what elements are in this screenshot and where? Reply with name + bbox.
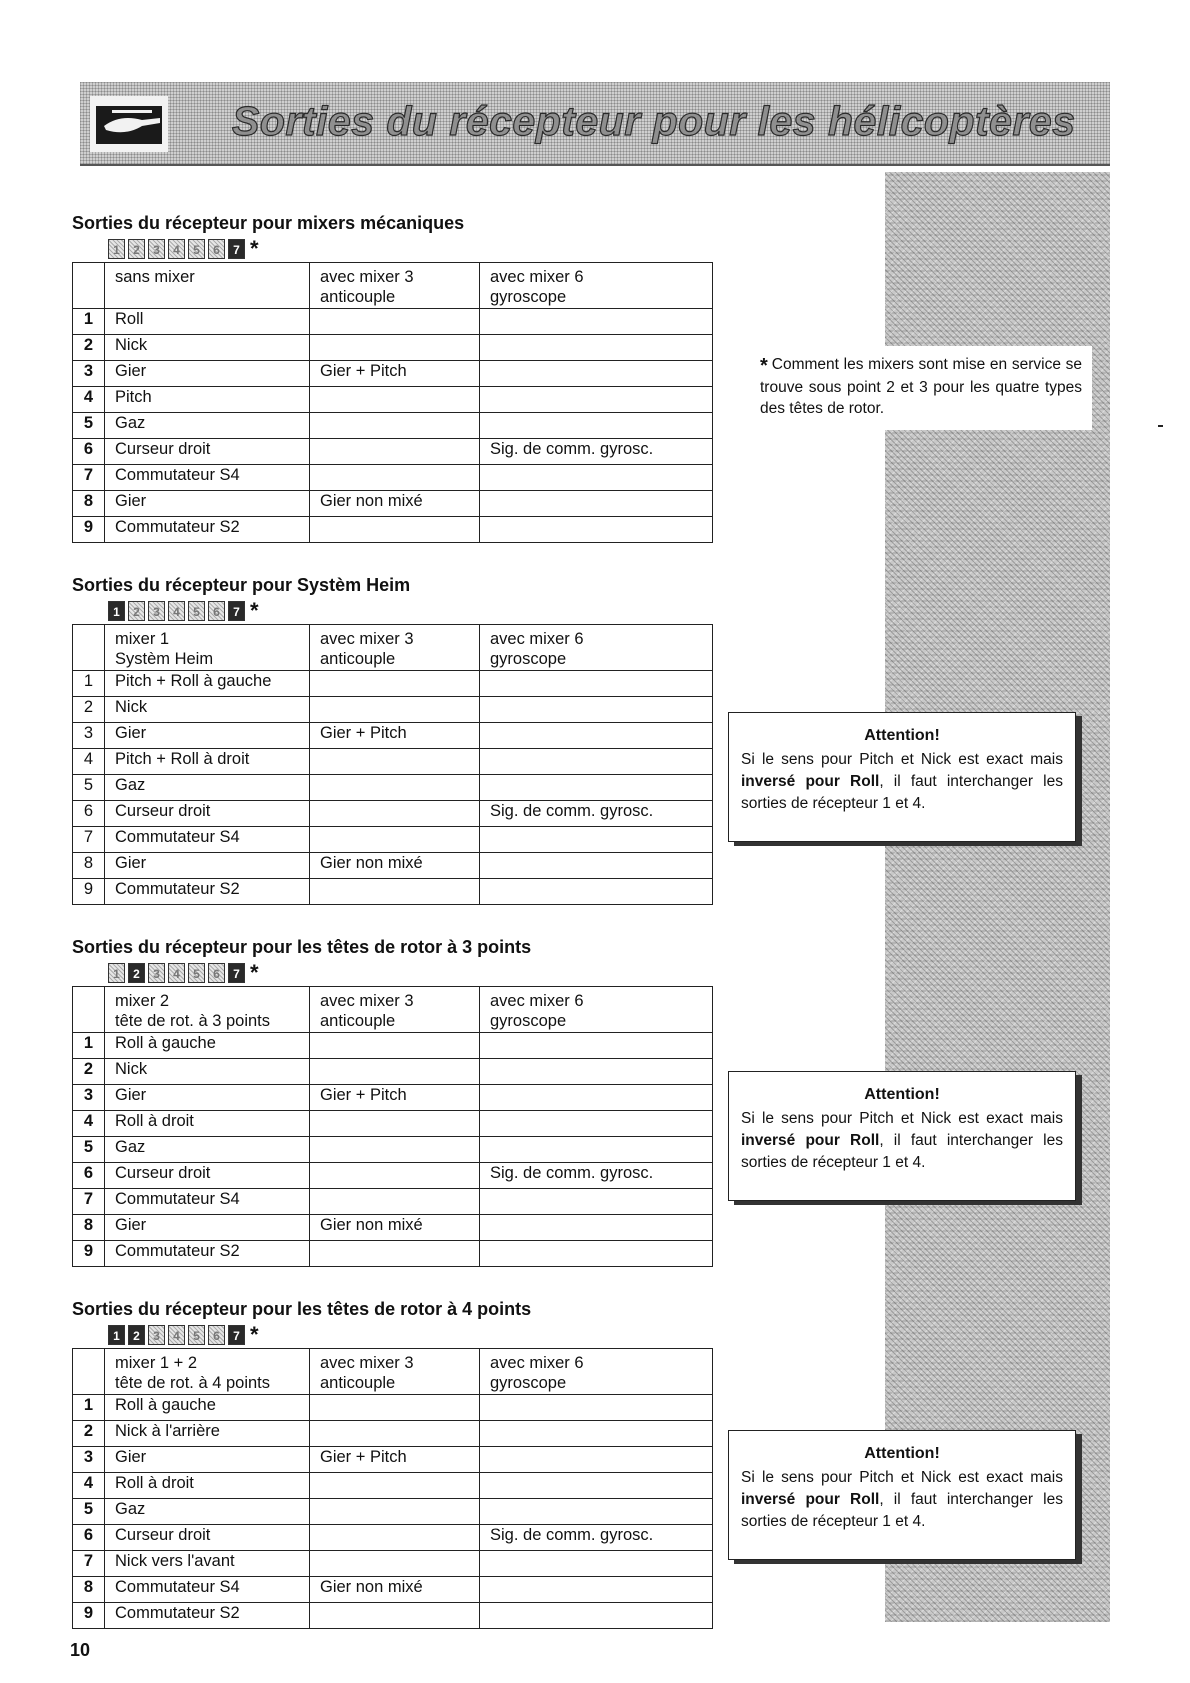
attention-text: Si le sens pour Pitch et Nick est exact mais inversé pour Roll, il faut interchanger les sorties de récepteur 1 et 4. — [741, 1110, 1063, 1171]
output-function: Nick — [105, 335, 310, 361]
mixer6-value — [480, 827, 713, 853]
header-number — [73, 1349, 105, 1395]
mixer3-value — [310, 413, 480, 439]
table-row — [73, 413, 713, 439]
mixer6-value: Sig. de comm. gyrosc. — [480, 1525, 713, 1551]
mixer-indicator-boxes — [108, 1322, 712, 1348]
output-number: 7 — [73, 827, 105, 853]
mixer3-value — [310, 1551, 480, 1577]
mixer-box-3: 3 — [148, 239, 165, 259]
mixer6-value — [480, 1395, 713, 1421]
output-number: 2 — [73, 697, 105, 723]
output-number: 5 — [73, 413, 105, 439]
asterisk: * — [250, 236, 259, 261]
attention-text: Si le sens pour Pitch et Nick est exact mais inversé pour Roll, il faut interchanger les sorties de récepteur 1 et 4. — [741, 751, 1063, 812]
mixer6-value — [480, 853, 713, 879]
mixer3-value — [310, 775, 480, 801]
output-function: Nick — [105, 1059, 310, 1085]
mixer3-value — [310, 1499, 480, 1525]
table-row — [73, 361, 713, 387]
section-title: Sorties du récepteur pour Systèm Heim — [72, 575, 411, 595]
output-number: 9 — [73, 517, 105, 543]
mixer-box-1: 1 — [108, 601, 125, 621]
output-function: Gier — [105, 1215, 310, 1241]
mixer3-value — [310, 387, 480, 413]
mixer-box-6: 6 — [208, 1325, 225, 1345]
note-text: Comment les mixers sont mise en service se trouve sous point 2 et 3 pour les quatre types des têtes de rotor. — [760, 356, 1082, 417]
output-number: 4 — [73, 1473, 105, 1499]
mixer6-value — [480, 413, 713, 439]
mixer3-value — [310, 309, 480, 335]
mixer6-value: Sig. de comm. gyrosc. — [480, 439, 713, 465]
mixer6-value — [480, 1241, 713, 1267]
table-row — [73, 1499, 713, 1525]
output-number: 7 — [73, 465, 105, 491]
mixer-box-3: 3 — [148, 601, 165, 621]
mixer3-value — [310, 1163, 480, 1189]
mixer3-value: Gier non mixé — [310, 853, 480, 879]
mixer6-value — [480, 1551, 713, 1577]
output-function: Curseur droit — [105, 1163, 310, 1189]
mixer6-value — [480, 1473, 713, 1499]
mixer3-value — [310, 879, 480, 905]
output-number: 3 — [73, 723, 105, 749]
output-function: Commutateur S4 — [105, 827, 310, 853]
mixer6-value — [480, 1447, 713, 1473]
header-mixer: sans mixer — [105, 263, 310, 309]
output-number: 6 — [73, 439, 105, 465]
output-number: 1 — [73, 1033, 105, 1059]
mixer6-value — [480, 335, 713, 361]
table-row — [73, 1215, 713, 1241]
mixer6-value — [480, 1085, 713, 1111]
mixer-box-7: 7 — [228, 601, 245, 621]
table-row — [73, 879, 713, 905]
receiver-output-table — [72, 624, 713, 905]
mixer6-value — [480, 387, 713, 413]
output-function: Gaz — [105, 1499, 310, 1525]
table-row — [73, 465, 713, 491]
output-function: Gier — [105, 1447, 310, 1473]
mixer-box-5: 5 — [188, 239, 205, 259]
mixer-indicator-boxes — [108, 236, 712, 262]
mixer3-value — [310, 1421, 480, 1447]
mixer3-value — [310, 1473, 480, 1499]
output-number: 5 — [73, 775, 105, 801]
mixer6-value — [480, 1111, 713, 1137]
output-number: 8 — [73, 1215, 105, 1241]
table-row — [73, 335, 713, 361]
table-row — [73, 1525, 713, 1551]
mixer6-value — [480, 1189, 713, 1215]
header-mixer6: avec mixer 6 gyroscope — [480, 987, 713, 1033]
output-number: 5 — [73, 1499, 105, 1525]
output-number: 4 — [73, 387, 105, 413]
header-mixer6: avec mixer 6 gyroscope — [480, 625, 713, 671]
output-number: 8 — [73, 853, 105, 879]
output-function: Pitch — [105, 387, 310, 413]
table-row — [73, 439, 713, 465]
mixer3-value: Gier non mixé — [310, 491, 480, 517]
asterisk: * — [250, 598, 259, 623]
output-number: 8 — [73, 491, 105, 517]
mixer3-value — [310, 801, 480, 827]
header-mixer6: avec mixer 6 gyroscope — [480, 1349, 713, 1395]
mixer6-value — [480, 749, 713, 775]
mixer3-value: Gier + Pitch — [310, 723, 480, 749]
output-number: 9 — [73, 1603, 105, 1629]
mixer-activation-note — [752, 346, 1092, 430]
mixer3-value — [310, 1033, 480, 1059]
output-number: 6 — [73, 1525, 105, 1551]
table-row — [73, 1577, 713, 1603]
table-row — [73, 749, 713, 775]
helicopter-icon — [90, 96, 168, 152]
output-function: Gaz — [105, 1137, 310, 1163]
output-number: 7 — [73, 1189, 105, 1215]
output-function: Curseur droit — [105, 1525, 310, 1551]
mixer-box-6: 6 — [208, 239, 225, 259]
table-header-row — [73, 1349, 713, 1395]
output-number: 8 — [73, 1577, 105, 1603]
header-mixer3: avec mixer 3 anticouple — [310, 263, 480, 309]
mixer3-value — [310, 697, 480, 723]
table-row — [73, 1085, 713, 1111]
output-number: 7 — [73, 1551, 105, 1577]
output-number: 2 — [73, 1059, 105, 1085]
edge-mark — [1158, 425, 1163, 427]
table-row — [73, 517, 713, 543]
attention-title: Attention! — [864, 1445, 940, 1462]
table-row — [73, 1603, 713, 1629]
mixer3-value — [310, 1137, 480, 1163]
table-header-row — [73, 987, 713, 1033]
output-function: Commutateur S2 — [105, 1241, 310, 1267]
mixer6-value — [480, 309, 713, 335]
mixer-box-1: 1 — [108, 963, 125, 983]
table-row — [73, 1447, 713, 1473]
output-number: 6 — [73, 801, 105, 827]
output-function: Roll — [105, 309, 310, 335]
table-row — [73, 387, 713, 413]
mixer-box-3: 3 — [148, 963, 165, 983]
header-mixer3: avec mixer 3 anticouple — [310, 987, 480, 1033]
mixer3-value — [310, 1525, 480, 1551]
output-function: Nick à l'arrière — [105, 1421, 310, 1447]
output-number: 3 — [73, 1447, 105, 1473]
table-row — [73, 827, 713, 853]
table-header-row — [73, 263, 713, 309]
output-number: 9 — [73, 879, 105, 905]
mixer6-value — [480, 465, 713, 491]
mixer6-value — [480, 697, 713, 723]
mixer6-value — [480, 517, 713, 543]
mixer3-value — [310, 1189, 480, 1215]
mixer6-value — [480, 671, 713, 697]
mixer6-value — [480, 1421, 713, 1447]
header-mixer: mixer 1 + 2 tête de rot. à 4 points — [105, 1349, 310, 1395]
page-title: Sorties du récepteur pour les hélicoptères — [232, 98, 1076, 144]
section-system-heim — [72, 572, 712, 905]
table-row — [73, 1473, 713, 1499]
output-number: 1 — [73, 671, 105, 697]
table-row — [73, 775, 713, 801]
table-row — [73, 1395, 713, 1421]
mixer3-value — [310, 335, 480, 361]
mixer3-value — [310, 439, 480, 465]
mixer-box-4: 4 — [168, 239, 185, 259]
output-function: Pitch + Roll à gauche — [105, 671, 310, 697]
output-number: 2 — [73, 335, 105, 361]
table-row — [73, 1163, 713, 1189]
output-function: Roll à droit — [105, 1111, 310, 1137]
output-function: Curseur droit — [105, 801, 310, 827]
mixer3-value — [310, 1395, 480, 1421]
output-function: Commutateur S2 — [105, 517, 310, 543]
mixer3-value: Gier + Pitch — [310, 1085, 480, 1111]
output-number: 6 — [73, 1163, 105, 1189]
mixer3-value — [310, 671, 480, 697]
mixer-box-4: 4 — [168, 601, 185, 621]
mixer3-value — [310, 1111, 480, 1137]
header-number — [73, 263, 105, 309]
mixer6-value — [480, 1137, 713, 1163]
section-title: Sorties du récepteur pour les têtes de rotor à 3 points — [72, 937, 532, 957]
header-number — [73, 625, 105, 671]
output-function: Gaz — [105, 413, 310, 439]
mixer-box-5: 5 — [188, 1325, 205, 1345]
header-mixer3: avec mixer 3 anticouple — [310, 625, 480, 671]
mixer3-value: Gier non mixé — [310, 1577, 480, 1603]
mixer6-value — [480, 879, 713, 905]
header-mixer: mixer 1 Systèm Heim — [105, 625, 310, 671]
output-function: Commutateur S4 — [105, 1577, 310, 1603]
mixer-box-7: 7 — [228, 1325, 245, 1345]
section-title: Sorties du récepteur pour mixers mécaniques — [72, 213, 465, 233]
mixer6-value: Sig. de comm. gyrosc. — [480, 1163, 713, 1189]
attention-title: Attention! — [864, 727, 940, 744]
asterisk: * — [250, 1322, 259, 1347]
output-number: 1 — [73, 309, 105, 335]
receiver-output-table — [72, 986, 713, 1267]
mixer-box-2: 2 — [128, 239, 145, 259]
mixer-box-5: 5 — [188, 601, 205, 621]
mixer-indicator-boxes — [108, 960, 712, 986]
mixer-box-1: 1 — [108, 1325, 125, 1345]
output-number: 9 — [73, 1241, 105, 1267]
section-rotor-3-points — [72, 934, 712, 1267]
output-function: Roll à gauche — [105, 1033, 310, 1059]
table-row — [73, 1059, 713, 1085]
mixer-box-4: 4 — [168, 1325, 185, 1345]
attention-box — [728, 1071, 1076, 1201]
output-number: 3 — [73, 1085, 105, 1111]
output-function: Gier — [105, 361, 310, 387]
header-mixer3: avec mixer 3 anticouple — [310, 1349, 480, 1395]
output-function: Nick — [105, 697, 310, 723]
table-row — [73, 491, 713, 517]
mixer3-value — [310, 1241, 480, 1267]
mixer3-value: Gier + Pitch — [310, 361, 480, 387]
mixer-box-2: 2 — [128, 601, 145, 621]
header-number — [73, 987, 105, 1033]
mixer6-value — [480, 1577, 713, 1603]
mixer6-value — [480, 491, 713, 517]
output-function: Gier — [105, 853, 310, 879]
table-row — [73, 1241, 713, 1267]
mixer-box-2: 2 — [128, 963, 145, 983]
mixer-box-6: 6 — [208, 963, 225, 983]
mixer6-value — [480, 1499, 713, 1525]
table-row — [73, 697, 713, 723]
table-row — [73, 1137, 713, 1163]
mixer3-value — [310, 517, 480, 543]
table-row — [73, 723, 713, 749]
output-number: 1 — [73, 1395, 105, 1421]
section-title: Sorties du récepteur pour les têtes de rotor à 4 points — [72, 1299, 532, 1319]
table-row — [73, 1189, 713, 1215]
output-number: 5 — [73, 1137, 105, 1163]
mixer-box-1: 1 — [108, 239, 125, 259]
table-row — [73, 309, 713, 335]
attention-text: Si le sens pour Pitch et Nick est exact mais inversé pour Roll, il faut interchanger les sorties de récepteur 1 et 4. — [741, 1469, 1063, 1530]
mixer3-value — [310, 749, 480, 775]
output-function: Commutateur S2 — [105, 879, 310, 905]
attention-title: Attention! — [864, 1086, 940, 1103]
table-row — [73, 1551, 713, 1577]
mixer6-value — [480, 1603, 713, 1629]
output-number: 4 — [73, 749, 105, 775]
output-function: Commutateur S2 — [105, 1603, 310, 1629]
output-function: Gier — [105, 723, 310, 749]
receiver-output-table — [72, 262, 713, 543]
output-function: Roll à gauche — [105, 1395, 310, 1421]
output-function: Gier — [105, 491, 310, 517]
mixer3-value — [310, 1603, 480, 1629]
output-number: 4 — [73, 1111, 105, 1137]
output-function: Commutateur S4 — [105, 465, 310, 491]
mixer6-value — [480, 1215, 713, 1241]
mixer-indicator-boxes — [108, 598, 712, 624]
table-header-row — [73, 625, 713, 671]
output-function: Commutateur S4 — [105, 1189, 310, 1215]
output-function: Pitch + Roll à droit — [105, 749, 310, 775]
mixer6-value — [480, 723, 713, 749]
mixer-box-7: 7 — [228, 239, 245, 259]
note-asterisk: * — [760, 355, 768, 377]
page-number: 10 — [70, 1640, 91, 1660]
section-rotor-4-points — [72, 1296, 712, 1629]
mixer3-value — [310, 465, 480, 491]
mixer-box-2: 2 — [128, 1325, 145, 1345]
mixer3-value: Gier non mixé — [310, 1215, 480, 1241]
mixer6-value: Sig. de comm. gyrosc. — [480, 801, 713, 827]
receiver-output-table — [72, 1348, 713, 1629]
mixer6-value — [480, 361, 713, 387]
mixer6-value — [480, 1033, 713, 1059]
table-row — [73, 801, 713, 827]
output-function: Roll à droit — [105, 1473, 310, 1499]
output-number: 2 — [73, 1421, 105, 1447]
title-banner — [80, 82, 1110, 166]
attention-box — [728, 1430, 1076, 1560]
output-function: Gaz — [105, 775, 310, 801]
mixer-box-5: 5 — [188, 963, 205, 983]
table-row — [73, 853, 713, 879]
attention-box — [728, 712, 1076, 842]
output-function: Nick vers l'avant — [105, 1551, 310, 1577]
asterisk: * — [250, 960, 259, 985]
header-mixer: mixer 2 tête de rot. à 3 points — [105, 987, 310, 1033]
mixer-box-6: 6 — [208, 601, 225, 621]
table-row — [73, 671, 713, 697]
mixer6-value — [480, 1059, 713, 1085]
mixer3-value: Gier + Pitch — [310, 1447, 480, 1473]
table-row — [73, 1111, 713, 1137]
header-mixer6: avec mixer 6 gyroscope — [480, 263, 713, 309]
table-row — [73, 1033, 713, 1059]
mixer-box-3: 3 — [148, 1325, 165, 1345]
output-number: 3 — [73, 361, 105, 387]
mixer3-value — [310, 827, 480, 853]
output-function: Gier — [105, 1085, 310, 1111]
mixer-box-7: 7 — [228, 963, 245, 983]
table-row — [73, 1421, 713, 1447]
mixer6-value — [480, 775, 713, 801]
output-function: Curseur droit — [105, 439, 310, 465]
section-mechanical-mixers — [72, 210, 712, 543]
mixer-box-4: 4 — [168, 963, 185, 983]
mixer3-value — [310, 1059, 480, 1085]
